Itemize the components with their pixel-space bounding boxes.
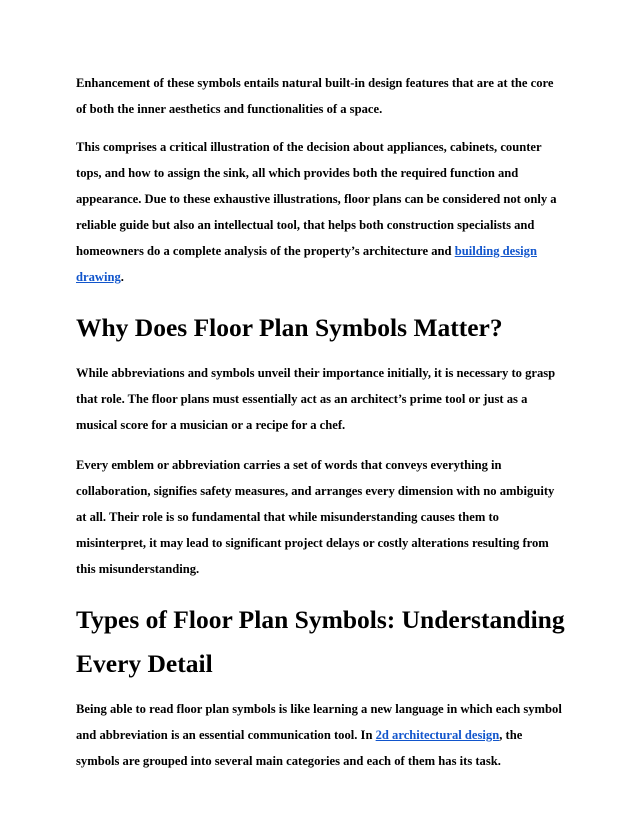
paragraph-intro: Enhancement of these symbols entails natural built-in design features that are at the core of both the inner aesthetics and functionalities of a space. <box>76 76 554 116</box>
paragraph-illustration-text: This comprises a critical illustration of the decision about appliances, cabinets, counter tops, and how to assign the sink, all which provides both the required function and appearance. Due to these exhaustive illustrations, floor plans can be considered not only a reliable guide but also an intellectual tool, that helps both construction specialists and homeowners do a complete analysis of the property’s architecture and <box>76 140 557 258</box>
heading-why-symbols-matter: Why Does Floor Plan Symbols Matter? <box>76 313 503 342</box>
paragraph-reading-symbols <box>76 696 566 774</box>
building-design-drawing-link[interactable]: building design drawing <box>76 244 537 284</box>
paragraph-reading-symbols-text: Being able to read floor plan symbols is like learning a new language in which each symbol and abbreviation is an essential communication tool. In <box>76 702 562 742</box>
paragraph-reading-symbols-end: , the symbols are grouped into several main categories and each of them has its task. <box>76 728 523 768</box>
2d-architectural-design-link[interactable]: 2d architectural design <box>375 728 500 742</box>
paragraph-emblem: Every emblem or abbreviation carries a set of words that conveys everything in collaboration, signifies safety measures, and arranges every dimension with no ambiguity at all. Their role is so fundamental that while misunderstanding causes them to misinterpret, it may lead to significant project delays or costly alterations resulting from this misunderstanding. <box>76 458 555 576</box>
document-page <box>76 70 566 788</box>
paragraph-importance: While abbreviations and symbols unveil their importance initially, it is necessary to grasp that role. The floor plans must essentially act as an architect’s prime tool or just as a musical score for a musician or a recipe for a chef. <box>76 366 556 432</box>
paragraph-illustration-end: . <box>120 270 124 284</box>
heading-types-of-symbols: Types of Floor Plan Symbols: Understanding Every Detail <box>76 605 565 678</box>
paragraph-illustration <box>76 134 566 290</box>
